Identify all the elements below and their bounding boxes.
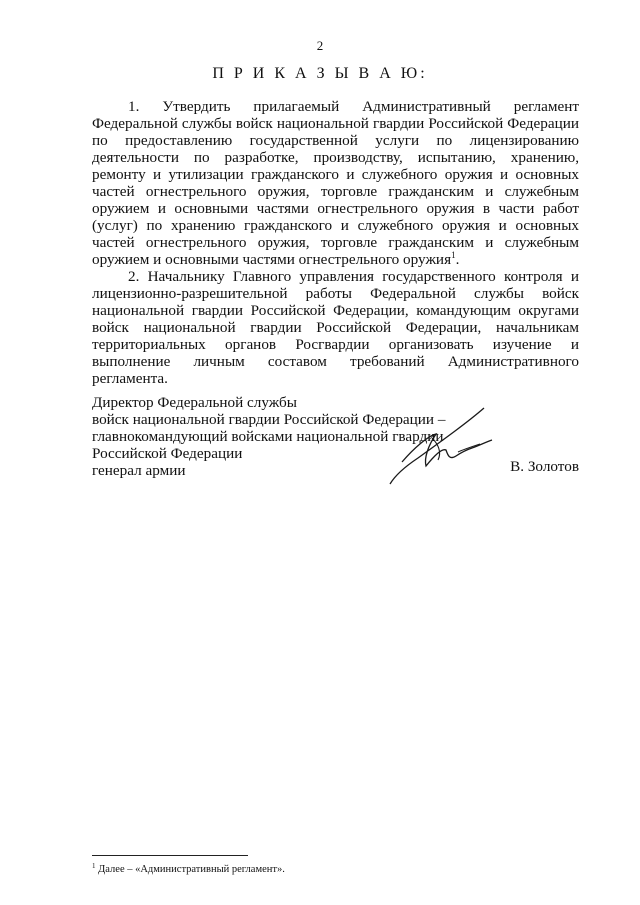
footnote-text: Далее – «Административный регламент». bbox=[98, 864, 285, 875]
order-body bbox=[92, 98, 579, 387]
paragraph-1-tail: . bbox=[455, 251, 460, 268]
footnote-divider bbox=[92, 855, 248, 856]
signer-title-line-2: войск национальной гвардии Российской Федерации – bbox=[92, 411, 446, 428]
signer-name: В. Золотов bbox=[510, 458, 579, 475]
paragraph-2-text: 2. Начальнику Главного управления государственного контроля и лицензионно-разрешительной работы Федеральной службы войск национальной гвардии Российской Федерации, командующим округами войск национальной гвардии Российской Федерации, начальникам территориальных органов Росгвардии организовать изучение и выполнение личным составом требований Административного регламента. bbox=[92, 268, 579, 387]
footnote-reference: 1 bbox=[451, 250, 456, 260]
paragraph-2 bbox=[92, 268, 579, 387]
footnote bbox=[92, 864, 285, 875]
signer-title-line-1: Директор Федеральной службы bbox=[92, 394, 297, 411]
paragraph-1 bbox=[92, 98, 579, 268]
footnote-marker: 1 bbox=[92, 862, 96, 870]
signer-rank: генерал армии bbox=[92, 462, 186, 479]
signer-title-line-3: главнокомандующий войсками национальной гвардии bbox=[92, 428, 444, 445]
page-number: 2 bbox=[316, 38, 324, 53]
handwritten-signature bbox=[388, 400, 498, 486]
paragraph-1-text: 1. Утвердить прилагаемый Административный регламент Федеральной службы войск национальной гвардии Российской Федерации по предоставлению государственной услуги по лицензированию деятельности по разработке, производству, испытанию, хранению, ремонту и утилизации гражданского и служебного оружия и основных частей огнестрельного оружия, торговле гражданским и служебным оружием и основными частями огнестрельного оружия в части работ (услуг) по хранению гражданского и служебного оружия и основных частей огнестрельного оружия, торговле гражданским и служебным оружием и основными частями огнестрельного оружия bbox=[92, 98, 579, 268]
order-heading: П Р И К А З Ы В А Ю: bbox=[212, 65, 428, 82]
signature-block bbox=[92, 394, 579, 479]
signer-title-line-4: Российской Федерации bbox=[92, 445, 243, 462]
